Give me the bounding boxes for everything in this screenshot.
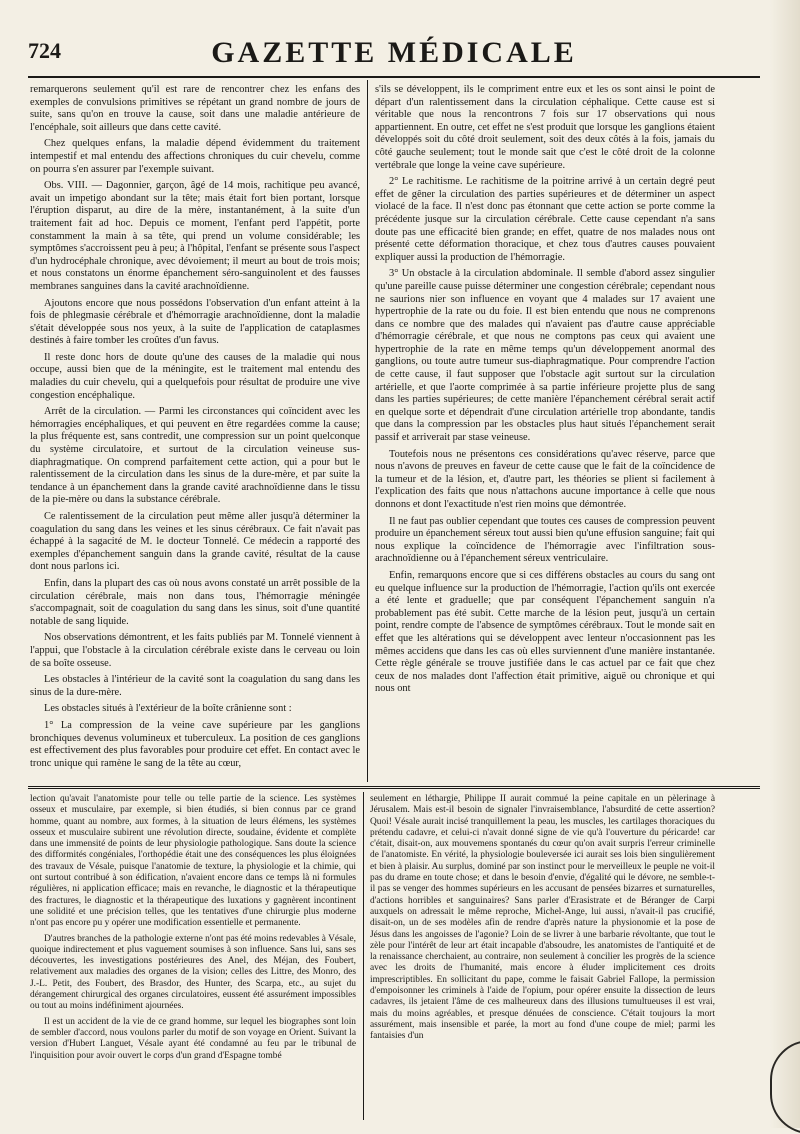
paragraph: D'autres branches de la pathologie externe n'ont pas été moins redevables à Vésale, quoique indirectement et plus vaguement soumises à son influence. Sans lui, sans ses découvertes, les investigations postérieures des Anel, des Méjan, des Foubert, relativement aux maladies des organes de la vision; celles des Littre, des Monro, des J.-L. Petit, des Foubert, des Brasdor, des Hunter, des Scarpa, etc., au sujet du dérangement chirurgical des organes circulatoires, eussent été assurément impossibles ou tout au moins indéfiniment ajournées. bbox=[30, 933, 356, 1012]
article-column-right bbox=[375, 84, 715, 780]
header-rule bbox=[28, 76, 760, 78]
paragraph: 3° Un obstacle à la circulation abdominale. Il semble d'abord assez singulier qu'une pareille cause puisse déterminer une congestion cérébrale; cependant nous ne saurions nier son influence en voyant que 4 malades sur 17 avaient une hypertrophie de la rate ou du foie. Il est bien entendu que nous ne comprenons dans ce nombre que des malades qui n'avaient pas d'autre cause appréciable d'hémorragie cérébrale, et que nous ne comptons pas ceux qui avaient une hypertrophie de la rate en même temps qu'un développement anormal des ganglions, ou toute autre tumeur sus-diaphragmatique. Pour comprendre l'action de cette cause, il faut supposer que l'obstacle agit surtout sur la circulation artérielle, et que l'aorte comprimée à sa partie inférieure projette plus de sang dans les parties supérieures; de cette manière l'épanchement cérébral serait actif en quelque sorte et dépendrait d'une circulation artérielle trop abondante, tandis que dans la compression par les obstacles plus haut situés l'épanchement serait passif et arriverait par stase veineuse. bbox=[375, 268, 715, 444]
paragraph: Chez quelques enfans, la maladie dépend évidemment du traitement intempestif et mal entendu des affections chroniques du cuir chevelu, comme on pourra s'en assurer par l'exemple suivant. bbox=[30, 138, 360, 175]
feuilleton-column-left bbox=[30, 794, 356, 1120]
page-edge-shadow bbox=[770, 0, 800, 1128]
paragraph: s'ils se développent, ils le compriment entre eux et les os sont ainsi le point de départ d'un ralentissement dans la circulation céphalique. Cette cause est si véritable que nous la rencontrons 7 fois sur 17 observations qui nous appartiennent. En outre, cet effet ne s'est produit que lorsque les ganglions étaient développés soit du côté droit seulement, soit des deux côtés à la fois, jamais du côté gauche seulement; tout le monde sait que c'est le côté droit de la colonne vertébrale que longe la veine cave supérieure. bbox=[375, 84, 715, 171]
paragraph: Obs. VIII. — Dagonnier, garçon, âgé de 14 mois, rachitique peu avancé, avait un impetigo abondant sur la tête; mais était fort bien portant, lorsque l'éruption disparut, au dire de la mère, instantanément, à la suite d'un traitement fait ad hoc. Depuis ce moment, l'enfant perd l'appétit, porte constamment la main à sa tête, qui prend un volume considérable; les symptômes s'accroissent peu à peu; à l'hôpital, l'enfant se présente sous l'aspect d'un hydrocéphale chronique, avec dévoiement; il meurt au bout de trois mois; et nous constatons un énorme épanchement séro-sanguinolent et des fausses membranes sanguines dans la cavité arachnoïdienne. bbox=[30, 180, 360, 292]
paragraph: lection qu'avait l'anatomiste pour telle ou telle partie de la science. Les systèmes osseux et musculaire, par exemple, si bien étudiés, si bien connus par ce grand homme, quant au nombre, aux formes, à la situation de leurs élémens, les systèmes osseux et musculaire subirent une révolution directe, soudaine, évidente et complète dans une immensité de points de leur physiologie pathologique. Sans doute la science des difformités congéniales, l'orthopédie était une des conséquences les plus éloignées des travaux de Vésale, puisque l'anatomie de texture, la physiologie et la chimie, qui ont surtout contribué à son édification, n'avaient encore dans ce temps là ni formules régulières, ni application efficace; mais en revanche, le diagnostic et la thérapeutique des fractures, le diagnostic et la thérapeutique des luxations y gagnèrent incontinent une solidité et une précision telles, que les tentatives d'une chirurgie plus moderne n'ont pas encore pu y opérer une modification essentielle et permanente. bbox=[30, 794, 356, 929]
paragraph: remarquerons seulement qu'il est rare de rencontrer chez les enfans des exemples de convulsions primitives se répétant un grand nombre de jours de suite, sans qu'on en trouve la cause, soit dans une maladie antérieure de l'encéphale, soit ailleurs que dans cette cavité. bbox=[30, 84, 360, 133]
article-column-left bbox=[30, 84, 360, 780]
feuilleton-divider bbox=[363, 792, 364, 1120]
paragraph: Il est un accident de la vie de ce grand homme, sur lequel les biographes sont loin de sembler d'accord, nous voulons parler du motif de son voyage en Orient. Suivant la version d'Hubert Languet, Vésale ayant été condamné au feu par le tribunal de l'inquisition pour avoir ouvert le corps d'un grand d'Espagne tombé bbox=[30, 1016, 356, 1061]
feuilleton-rule bbox=[28, 786, 760, 792]
paragraph: Ce ralentissement de la circulation peut même aller jusqu'à déterminer la coagulation du sang dans les veines et les sinus cérébraux. Ce fait n'avait pas échappé à la sagacité de M. le docteur Tonnelé. Ce médecin a rapporté des exemples d'épanchement sanguin dans la grande cavité, résultat de la cause dont nous parlons ici. bbox=[30, 511, 360, 573]
paragraph: Arrêt de la circulation. — Parmi les circonstances qui coïncident avec les hémorragies encéphaliques, et qui peuvent en être regardées comme la cause; la plus fréquente est, sans contredit, une compression sur un point quelconque du système circulatoire, et surtout de la circulation veineuse sus-diaphragmatique. On comprend parfaitement cette action, qui a pour but le ralentissement de la circulation dans les sinus de la dure-mère, et par suite la tendance à un épanchement dans la grande cavité arachnoïdienne dans le tissu de la pie-mère ou dans la substance cérébrale. bbox=[30, 406, 360, 506]
paragraph: Les obstacles à l'intérieur de la cavité sont la coagulation du sang dans les sinus de la dure-mère. bbox=[30, 674, 360, 698]
paragraph: Enfin, remarquons encore que si ces différens obstacles au cours du sang ont eu quelque influence sur la production de l'hémorragie, l'action qu'ils ont exercée a été lente et graduelle; que par conséquent l'épanchement sanguin n'a probablement pas été subit. Cette marche de la lésion peut, jusqu'à un certain point, rendre compte de l'absence de symptômes cérébraux. Tout le monde sait en effet que les altérations qui se développent avec lenteur n'occasionnent pas les mêmes accidens que dans les cas où elles surviennent d'une manière instantanée. Cette règle générale se trouve justifiée dans le cas actuel par ce fait que chez ceux de nos malades dont l'affection était primitive, aiguë ou chronique et qui nous ont bbox=[375, 569, 715, 695]
paragraph: Toutefois nous ne présentons ces considérations qu'avec réserve, parce que nous n'avons de preuves en faveur de cette cause que le fait de la coïncidence de la tumeur et de la lésion, et, d'autre part, les théories se plient si facilement à l'explication des faits que nous n'attachons aucune importance à celle que nous donnons et dont l'exactitude n'est rien moins que démontrée. bbox=[375, 448, 715, 510]
paragraph: Enfin, dans la plupart des cas où nous avons constaté un arrêt possible de la circulation cérébrale, mais non dans tous, l'hémorragie méningée s'accompagnait, soit de coagulation du sang dans les sinus, soit d'une quantité notable de sang liquide. bbox=[30, 577, 360, 627]
masthead-title: GAZETTE MÉDICALE bbox=[211, 36, 577, 69]
paragraph: 2° Le rachitisme. Le rachitisme de la poitrine arrivé à un certain degré peut effet de gêner la circulation des parties supérieures et de déterminer un aspect violacé de la face. Il n'est donc pas étonnant que cette action se porte comme la précédente jusque sur la circulation cérébrale. Cette cause cependant n'a sans doute pas une efficacité bien grande; en effet, quatre de nos malades nous ont présenté cette déformation thoracique, et chez tous d'autres causes pouvaient expliquer aussi la production de l'hémorragie. bbox=[375, 176, 715, 263]
page-number: 724 bbox=[28, 38, 61, 63]
paragraph: Il ne faut pas oublier cependant que toutes ces causes de compression peuvent produire un épanchement séreux tout aussi bien qu'une effusion sanguine; fait qui nous explique la coïncidence de l'hémorragie avec l'infiltration sous-arachnoïdienne ou à l'épanchement séreux ventriculaire. bbox=[375, 515, 715, 565]
feuilleton-column-right bbox=[370, 794, 715, 1120]
page-header bbox=[28, 30, 760, 74]
paragraph: Il reste donc hors de doute qu'une des causes de la maladie qui nous occupe, aussi bien que de la méningite, est le traitement mal entendu des maladies du cuir chevelu, qui a quelquefois pour résultat de produire une vive congestion encéphalique. bbox=[30, 351, 360, 401]
paragraph: 1° La compression de la veine cave supérieure par les ganglions bronchiques devenus volumineux et tuberculeux. La position de ces ganglions est effectivement des plus favorables pour produire cet effet. En contact avec le tronc unique qui ramène le sang de la tête au cœur, bbox=[30, 719, 360, 769]
paragraph: Ajoutons encore que nous possédons l'observation d'un enfant atteint à la fois de phlegmasie cérébrale et d'hémorragie arachnoïdienne, dont la maladie s'était développée sous nos yeux, à la suite de l'application de cataplasmes destinés à faire tomber les croûtes d'un favus. bbox=[30, 297, 360, 347]
column-divider bbox=[367, 80, 368, 782]
paragraph: Nos observations démontrent, et les faits publiés par M. Tonnelé viennent à l'appui, que l'obstacle à la circulation cérébrale existe dans le cerveau ou loin de sa boîte osseuse. bbox=[30, 632, 360, 669]
paragraph: Les obstacles situés à l'extérieur de la boîte crânienne sont : bbox=[44, 703, 292, 715]
paragraph: seulement en léthargie, Philippe II aurait commué la peine capitale en un pèlerinage à Jérusalem. Mais est-il besoin de signaler l'invraisemblance, l'absurdité de cette assertion? Quoi! Vésale aurait incisé tranquillement la peau, les muscles, les cartilages thoraciques du prétendu cadavre, et celui-ci n'avait donné signe de vie qu'à l'ouverture du péricarde! car c'était, disait-on, aux mouvemens spontanés du cœur qu'on avait surpris l'erreur criminelle de l'anatomiste. En vérité, la physiologie bouleversée ici aurait ses lois bien singulièrement et bien à plaisir. Au surplus, dominé par son instinct pour le merveilleux le peuple ne voit-il pas du drame en toute chose; et dans le besoin d'envie, d'égalité qui le dévore, ne semble-t-il pas se venger des hommes supérieurs en les accusant de pensées bizarres et surnaturelles, d'actions horribles et sanguinaires? Sans parler d'Erasistrate et de Béranger de Carpi auxquels on adressait le même reproche, Michel-Ange, lui aussi, n'avait-il pas crucifié, disait-on, un de ses modèles afin de rendre d'après nature la physionomie et la pose de Jésus dans les angoisses de l'agonie? Loin de se livrer à une barbarie révoltante, que tout le zèle pour l'intérêt de leur art était incapable d'absoudre, les anatomistes de l'antiquité et de la renaissance cherchaient, au contraire, non seulement à concilier les progrès de la science avec les droits de l'humanité, mais encore à éluder implicitement ces droits imprescriptibles. En sollicitant du pape, comme le faisait Gabriel Fallope, la permission d'empoisonner les criminels à l'aide de l'opium, pour opérer ensuite la dissection de leurs cadavres, ils jetaient l'âme de ces malheureux dans des illusions tumultueuses il est vrai, mais du moins agréables, et presque dénuées de conscience. C'était toujours la mort assurément, mais insensible et parée, la mort au fond d'une coupe de miel; parmi les fantaisies d'un bbox=[370, 794, 715, 1042]
